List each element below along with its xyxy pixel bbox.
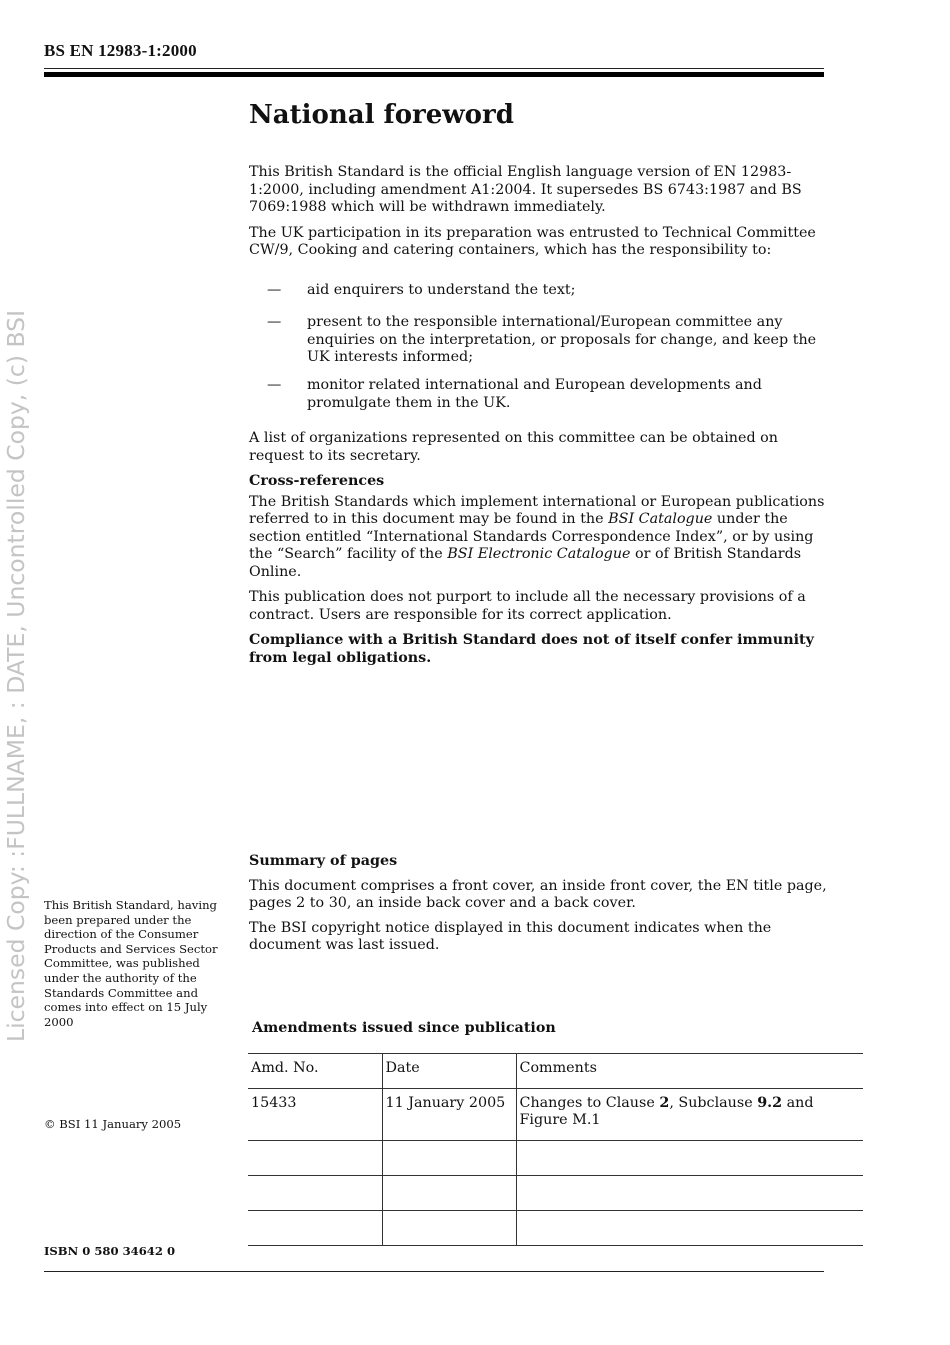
dash-bullet: — [267,282,282,298]
responsibility-text: monitor related international and European developments and promulgate them in the UK. [307,377,762,411]
cell-date: 11 January 2005 [382,1089,516,1141]
cell-amd-no: 15433 [248,1089,382,1141]
table-row [248,1089,863,1141]
header-rule-thin [44,68,824,69]
table-row [248,1176,863,1211]
intro-section [249,164,829,260]
amendments-table [248,1053,863,1246]
cell-comments: Changes to Clause 2, Subclause 9.2 and Figure M.1 [516,1089,863,1141]
header-comments: Comments [516,1054,863,1089]
header-date: Date [382,1054,516,1089]
page-title: National foreword [249,100,514,130]
header-amd-no: Amd. No. [248,1054,382,1089]
dash-bullet: — [267,314,282,330]
intro-paragraph-2: The UK participation in its preparation was entrusted to Technical Committee CW/9, Cooking and catering containers, which has the responsibility to: [249,224,816,258]
provisions-note: This publication does not purport to include all the necessary provisions of a contract. Users are responsible for its correct application. [249,589,806,623]
copyright-notice: © BSI 11 January 2005 [44,1117,182,1131]
intro-paragraph-1: This British Standard is the official English language version of EN 12983-1:2000, including amendment A1:2004. It supersedes BS 6743:1987 and BS 7069:1988 which will be withdrawn immediately. [249,164,802,215]
header-rule-thick [44,72,824,77]
dash-bullet: — [267,377,282,393]
summary-paragraph-2: The BSI copyright notice displayed in this document indicates when the document was last issued. [249,919,772,953]
table-row [248,1211,863,1246]
compliance-statement: Compliance with a British Standard does not of itself confer immunity from legal obligations. [249,632,814,666]
summary-section [249,853,829,955]
cross-references-paragraph: The British Standards which implement international or European publications referred to in this document may be found in the BSI Catalogue under the section entitled “International Standards Correspondence Index”, or by using the “Search” facility of the BSI Electronic Catalogue or of British Standards Online. [249,493,825,580]
responsibility-text: aid enquirers to understand the text; [307,282,576,298]
committee-list-note: A list of organizations represented on this committee can be obtained on request to its secretary. [249,430,778,464]
document-id-header: BS EN 12983-1:2000 [44,41,197,60]
responsibility-text: present to the responsible international/European committee any enquiries on the interpretation, or proposals for change, and keep the UK interests informed; [307,314,817,365]
bsi-catalogue-ref: BSI Catalogue [608,511,713,527]
publication-note: This British Standard, having been prepared under the direction of the Consumer Products and Services Sector Committee, was published under the authority of the Standards Committee and comes into effect on 15 July 2000 [44,898,218,1029]
isbn: ISBN 0 580 34642 0 [44,1244,176,1258]
summary-paragraph-1: This document comprises a front cover, an inside front cover, the EN title page, pages 2 to 30, an inside back cover and a back cover. [249,877,827,911]
table-row [248,1141,863,1176]
amendments-title: Amendments issued since publication [252,1020,556,1036]
footer-rule [44,1271,824,1272]
cross-reference-section [249,430,829,667]
table-header-row [248,1054,863,1089]
license-watermark: Licensed Copy: :FULLNAME, : DATE, Uncontrolled Copy, (c) BSI [2,309,30,1042]
summary-heading: Summary of pages [249,853,398,869]
cross-references-heading: Cross-references [249,473,385,489]
bsi-electronic-catalogue-ref: BSI Electronic Catalogue [447,546,631,562]
